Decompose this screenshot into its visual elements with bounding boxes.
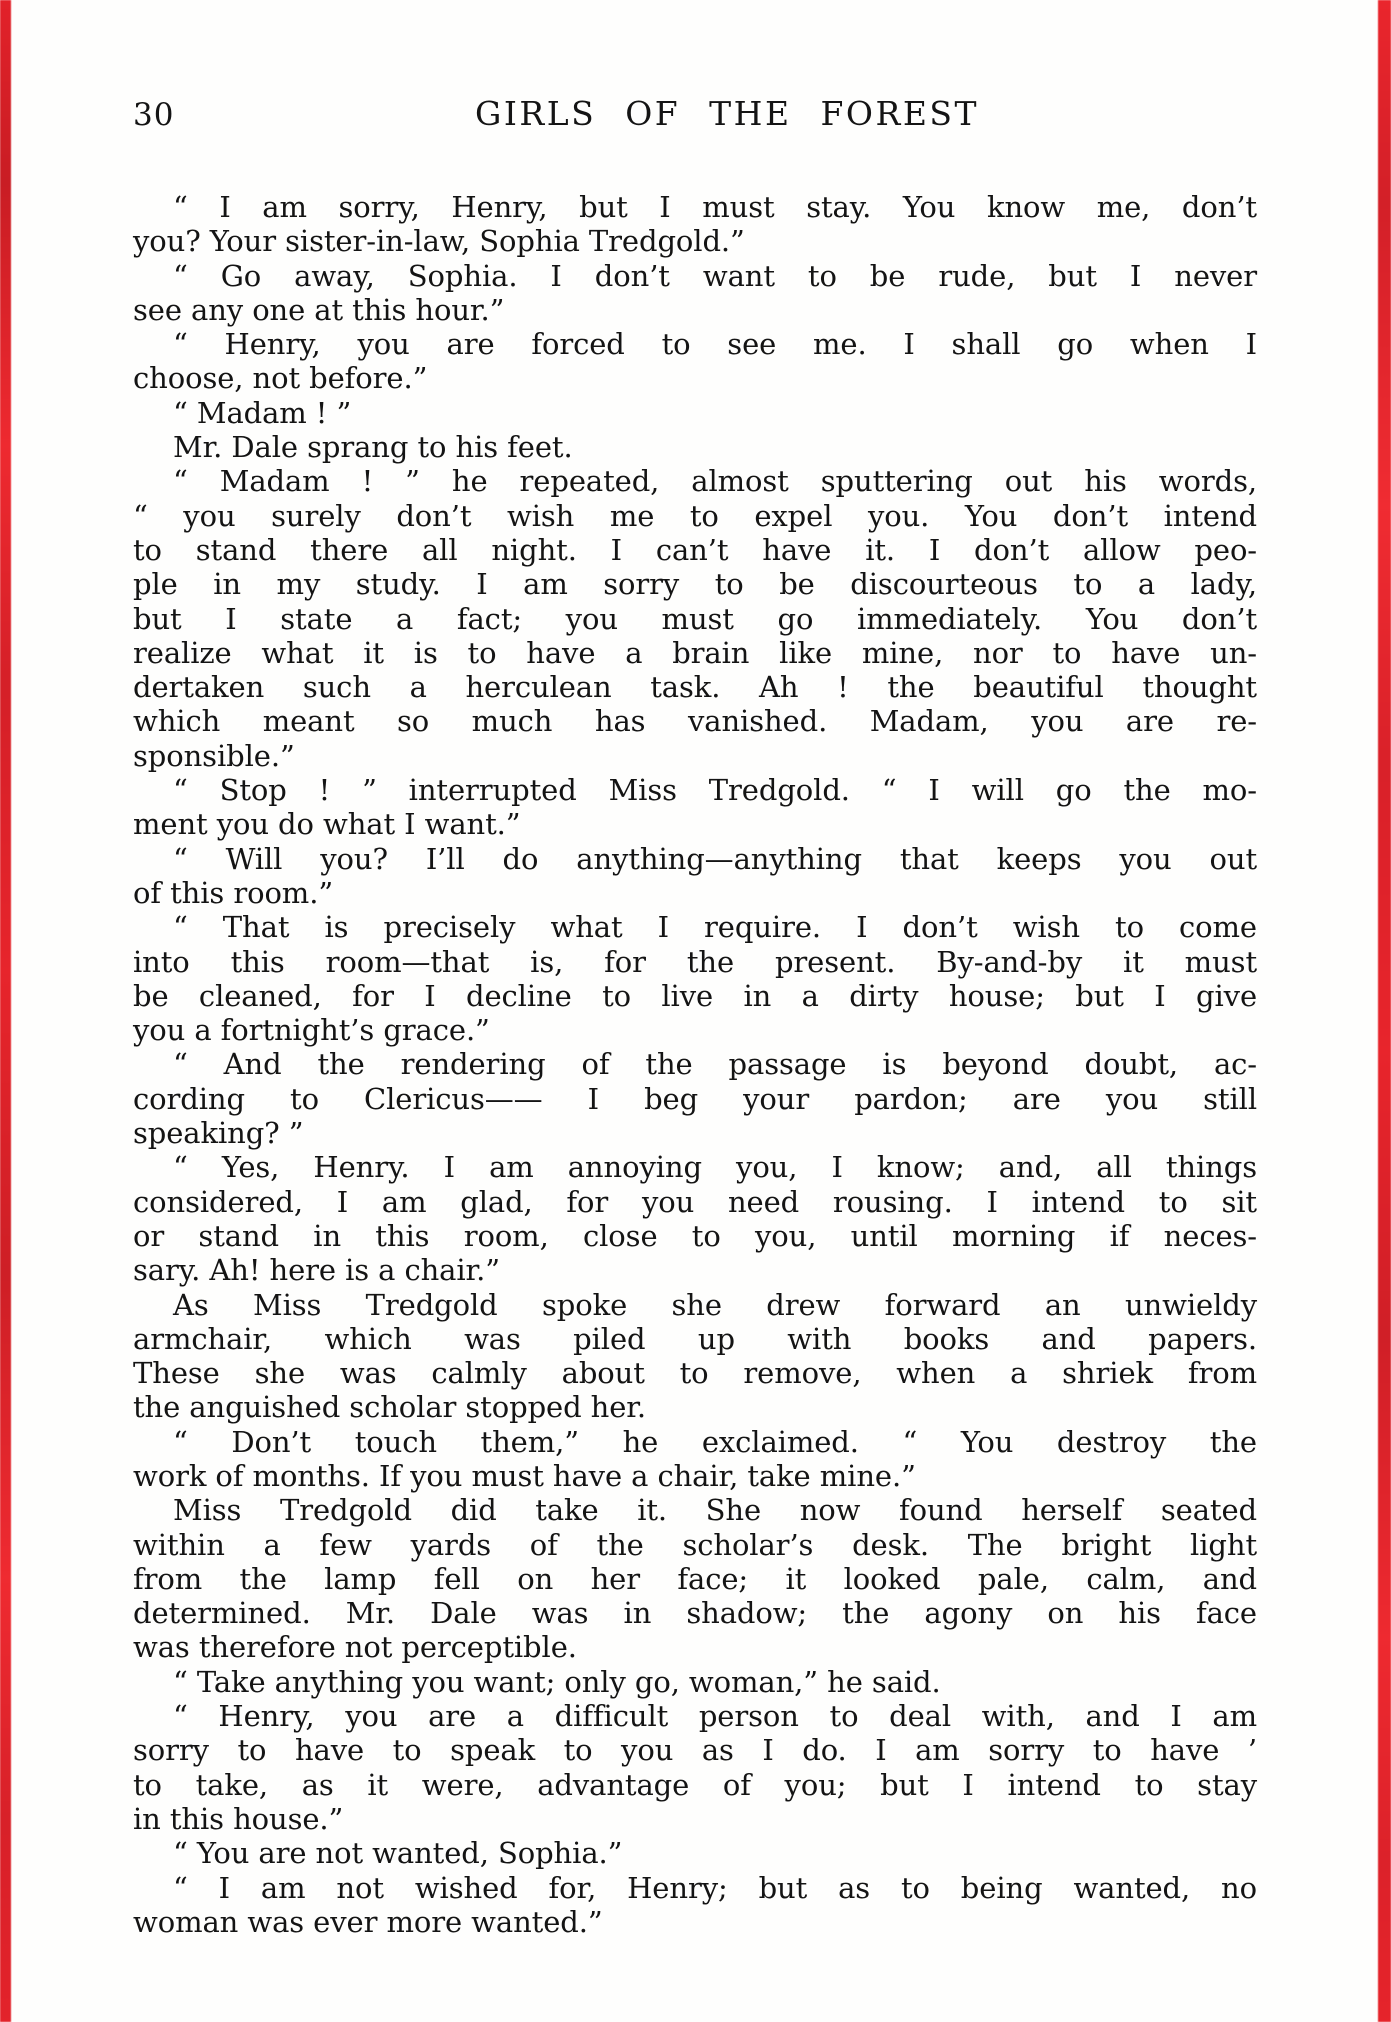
paragraph xyxy=(133,464,1257,773)
text-line: “ Yes, Henry. I am annoying you, I know; and, all things xyxy=(173,1150,1257,1185)
text-line: but I state a fact; you must go immediately. You don’t xyxy=(133,601,1257,636)
text-line: to take, as it were, advantage of you; but I intend to stay xyxy=(133,1767,1257,1802)
text-line: “ Will you? I’ll do anything—anything that keeps you out xyxy=(173,841,1257,876)
paragraph xyxy=(133,773,1257,842)
text-line: “ Take anything you want; only go, woman,” he said. xyxy=(173,1664,941,1699)
text-line: work of months. If you must have a chair, take mine.” xyxy=(133,1458,916,1493)
text-line: “ Henry, you are forced to see me. I shall go when I xyxy=(173,327,1257,362)
paragraph xyxy=(133,190,1257,259)
left-edge-scan-artifact xyxy=(0,0,11,2022)
text-line: you a fortnight’s grace.” xyxy=(133,1013,490,1048)
text-line: “ I am not wished for, Henry; but as to being wanted, no xyxy=(173,1870,1257,1905)
text-line: from the lamp fell on her face; it looked pale, calm, and xyxy=(133,1561,1257,1596)
text-line: “ Madam ! ” xyxy=(173,395,352,430)
text-line: Mr. Dale sprang to his feet. xyxy=(173,430,573,465)
text-line: be cleaned, for I decline to live in a dirty house; but I give xyxy=(133,978,1257,1013)
text-line: you? Your sister-in-law, Sophia Tredgold.” xyxy=(133,224,745,259)
paragraph xyxy=(133,1836,1257,1870)
paragraph xyxy=(133,910,1257,1047)
paragraph xyxy=(133,1425,1257,1494)
text-line: These she was calmly about to remove, when a shriek from xyxy=(133,1356,1257,1391)
paragraph xyxy=(133,430,1257,464)
text-block xyxy=(133,190,1257,1939)
paragraph xyxy=(133,1665,1257,1699)
text-line: within a few yards of the scholar’s desk. The bright light xyxy=(133,1527,1257,1562)
text-line: “ Stop ! ” interrupted Miss Tredgold. “ I will go the mo- xyxy=(173,773,1257,808)
paragraph xyxy=(133,396,1257,430)
text-line: was therefore not perceptible. xyxy=(133,1630,577,1665)
text-line: woman was ever more wanted.” xyxy=(133,1904,603,1939)
text-line: to stand there all night. I can’t have it. I don’t allow peo- xyxy=(133,532,1257,567)
text-line: “ You are not wanted, Sophia.” xyxy=(173,1836,623,1871)
page-header xyxy=(133,94,1257,136)
text-line: or stand in this room, close to you, until morning if neces- xyxy=(133,1218,1257,1253)
text-line: “ Madam ! ” he repeated, almost sputtering out his words, xyxy=(173,464,1257,499)
paragraph xyxy=(133,1288,1257,1425)
right-edge-scan-artifact xyxy=(1378,0,1391,2022)
page-number: 30 xyxy=(133,97,175,133)
paragraph xyxy=(133,259,1257,328)
text-line: see any one at this hour.” xyxy=(133,292,505,327)
paragraph xyxy=(133,327,1257,396)
paragraph xyxy=(133,842,1257,911)
text-line: dertaken such a herculean task. Ah ! the beautiful thought xyxy=(133,670,1257,705)
text-line: cording to Clericus—— I beg your pardon; are you still xyxy=(133,1081,1257,1116)
text-line: in this house.” xyxy=(133,1801,344,1836)
paragraph xyxy=(133,1493,1257,1664)
text-line: “ Go away, Sophia. I don’t want to be rude, but I never xyxy=(173,258,1257,293)
text-line: sponsible.” xyxy=(133,738,295,773)
text-line: armchair, which was piled up with books and papers. xyxy=(133,1321,1257,1356)
text-line: which meant so much has vanished. Madam, you are re- xyxy=(133,704,1257,739)
text-line: the anguished scholar stopped her. xyxy=(133,1390,647,1425)
text-line: “ Henry, you are a difficult person to deal with, and I am xyxy=(173,1699,1257,1734)
text-line: determined. Mr. Dale was in shadow; the agony on his face xyxy=(133,1596,1257,1631)
text-line: into this room—that is, for the present. By-and-by it must xyxy=(133,944,1257,979)
text-line: sary. Ah! here is a chair.” xyxy=(133,1253,500,1288)
text-line: sorry to have to speak to you as I do. I am sorry to have ’ xyxy=(133,1733,1257,1768)
text-line: speaking? ” xyxy=(133,1116,304,1151)
paragraph xyxy=(133,1150,1257,1287)
text-line: ment you do what I want.” xyxy=(133,807,521,842)
running-title: GIRLS OF THE FOREST xyxy=(474,94,980,133)
paragraph xyxy=(133,1699,1257,1836)
text-line: realize what it is to have a brain like mine, nor to have un- xyxy=(133,635,1257,670)
text-line: “ That is precisely what I require. I don’t wish to come xyxy=(173,910,1257,945)
text-line: “ Don’t touch them,” he exclaimed. “ You destroy the xyxy=(173,1424,1257,1459)
text-line: “ I am sorry, Henry, but I must stay. You know me, don’t xyxy=(173,190,1257,224)
text-line: ple in my study. I am sorry to be discourteous to a lady, xyxy=(133,567,1257,602)
text-line: “ And the rendering of the passage is beyond doubt, ac- xyxy=(173,1047,1257,1082)
paragraph xyxy=(133,1047,1257,1150)
text-line: choose, not before.” xyxy=(133,361,428,396)
text-line: As Miss Tredgold spoke she drew forward an unwieldy xyxy=(173,1287,1257,1322)
text-line: Miss Tredgold did take it. She now found herself seated xyxy=(173,1493,1257,1528)
text-line: “ you surely don’t wish me to expel you. You don’t intend xyxy=(133,498,1257,533)
text-line: of this room.” xyxy=(133,875,334,910)
paragraph xyxy=(133,1871,1257,1940)
text-line: considered, I am glad, for you need rousing. I intend to sit xyxy=(133,1184,1257,1219)
